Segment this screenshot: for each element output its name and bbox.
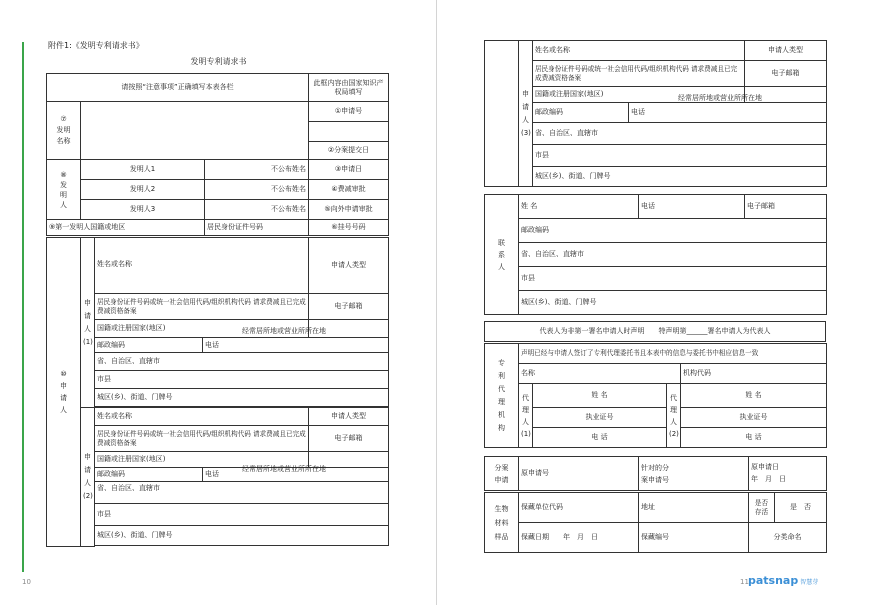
agency-table [484, 343, 827, 448]
agent1-name: 姓 名 [533, 384, 667, 408]
invention-info-table [46, 73, 389, 236]
inventor-section-label: ⑧ 发 明 人 [47, 160, 81, 220]
applicant-section-label: ⑩ 申 请 人 [47, 238, 81, 547]
a2-id: 居民身份证件号码或统一社会信用代码/组织机构代码 请求费减且已完成费减资格备案 [95, 426, 309, 452]
representative-table [484, 321, 826, 342]
bio-label: 生物 材料 样品 [485, 493, 519, 553]
a3-email: 电子邮箱 [745, 61, 827, 87]
agency-code: 机构代码 [681, 364, 827, 384]
a1-residence: 经常居所地或营业所所在地 [242, 327, 326, 335]
divisional-label: 分案 申请 [485, 457, 519, 491]
a3-name: 姓名或名称 [533, 41, 745, 61]
contact-street: 城区(乡)、街道、门牌号 [519, 291, 827, 315]
a1-province: 省、自治区、直辖市 [95, 353, 389, 371]
deposit-date-cell [519, 523, 639, 553]
inventor1-label: 发明人1 [81, 160, 205, 180]
first-inventor-id [205, 220, 309, 236]
agent1-cert: 执业证号 [533, 408, 667, 428]
inventor1-nodisclose[interactable]: 不公布姓名 [205, 160, 309, 180]
depository-code: 保藏单位代码 [519, 493, 639, 523]
brand-sub: 智慧芽 [800, 579, 819, 586]
a1-phone: 电话 [203, 338, 389, 353]
instruction-cell: 请按照“注意事项”正确填写本表各栏 [47, 74, 309, 102]
bio-table [484, 492, 827, 553]
representative-statement: 代表人为非第一署名申请人时声明 特声明第______署名申请人为代表人 [485, 322, 826, 342]
right-page [438, 0, 876, 605]
a3-street: 城区(乡)、街道、门牌号 [533, 167, 827, 187]
office-fee: ④费减审批 [309, 180, 389, 200]
invention-name-label: ⑦ 发明 名称 [47, 102, 81, 160]
a3-postal: 邮政编码 [533, 103, 629, 123]
orig-app-date: 原申请日 [751, 463, 779, 471]
agent2-phone: 电 话 [681, 428, 827, 448]
a2-phone: 电话 [203, 468, 389, 482]
a1-type: 申请人类型 [309, 238, 389, 294]
divisional-table [484, 456, 827, 491]
contact-province: 省、自治区、直辖市 [519, 243, 827, 267]
office-foreign: ⑤向外申请审批 [309, 200, 389, 220]
left-page [0, 0, 437, 605]
a1-id: 居民身份证件号码或统一社会信用代码/组织机构代码 请求费减且已完成费减资格备案 [95, 294, 309, 320]
a3-residence: 经常居所地或营业所所在地 [678, 94, 762, 102]
attachment-title: 附件1:《发明专利请求书》 [48, 41, 144, 50]
inventor2-label: 发明人2 [81, 180, 205, 200]
a2-postal: 邮政编码 [95, 468, 203, 482]
applicant3-label: 申 请 人 (3) [519, 41, 533, 187]
targeted-app-no: 针对的分 案申请号 [639, 457, 749, 491]
a3-id: 居民身份证件号码或统一社会信用代码/组织机构代码 请求费减且已完成费减资格备案 [533, 61, 745, 87]
inventor3-nodisclose[interactable]: 不公布姓名 [205, 200, 309, 220]
a3-nationality: 国籍或注册国家(地区) [533, 87, 745, 103]
address: 地址 [639, 493, 749, 523]
a3-type: 申请人类型 [745, 41, 827, 61]
a2-residence: 经常居所地或营业所所在地 [242, 465, 326, 473]
a2-province: 省、自治区、直辖市 [95, 482, 389, 504]
a1-name: 姓名或名称 [95, 238, 309, 294]
inventor3-label: 发明人3 [81, 200, 205, 220]
agent2-name: 姓 名 [681, 384, 827, 408]
agent1-label: 代 理 人 (1) [519, 384, 533, 448]
deposit-ymd: 年 月 日 [563, 533, 598, 541]
contact-table [484, 194, 827, 315]
patsnap-logo [748, 574, 818, 587]
invention-name-field[interactable] [81, 102, 309, 160]
document-title: 发明专利请求书 [190, 57, 247, 66]
contact-name: 姓 名 [519, 195, 639, 219]
applicant3-table [484, 40, 827, 187]
a3-city: 市县 [533, 145, 827, 167]
a2-nationality: 国籍或注册国家(地区) [95, 452, 309, 468]
agency-name: 名称 [519, 364, 681, 384]
a3-province: 省、自治区、直辖市 [533, 123, 827, 145]
agent2-cert: 执业证号 [681, 408, 827, 428]
reg-no-cell: ⑥挂号号码 [309, 220, 389, 236]
agent1-phone: 电 话 [533, 428, 667, 448]
contact-postal: 邮政编码 [519, 219, 827, 243]
a1-nationality: 国籍或注册国家(地区) [95, 320, 309, 338]
a1-email: 电子邮箱 [309, 294, 389, 320]
divisional-date-cell: ②分案提交日 [309, 142, 389, 160]
office-appdate: ③申请日 [309, 160, 389, 180]
inventor2-nodisclose[interactable]: 不公布姓名 [205, 180, 309, 200]
a1-city: 市县 [95, 371, 389, 389]
survival: 是否 存活 [749, 493, 775, 523]
left-page-number: 10 [22, 578, 31, 586]
office-note-cell: 此框内容由国家知识产权局填写 [309, 74, 389, 102]
applicant1-label: 申 请 人 (1) [81, 238, 95, 408]
app-no-cell: ①申请号 [309, 102, 389, 122]
a2-name: 姓名或名称 [95, 408, 309, 426]
orig-app-date-cell [749, 457, 827, 491]
right-page-number: 11 [740, 578, 749, 586]
contact-phone: 电话 [639, 195, 745, 219]
applicant2-label: 申 请 人 (2) [81, 408, 95, 547]
contact-city: 市县 [519, 267, 827, 291]
a1-postal: 邮政编码 [95, 338, 203, 353]
agency-label: 专 利 代 理 机 构 [485, 344, 519, 448]
a1-street: 城区(乡)、街道、门牌号 [95, 389, 389, 407]
a2-email: 电子邮箱 [309, 426, 389, 452]
a2-street: 城区(乡)、街道、门牌号 [95, 526, 389, 546]
classification: 分类命名 [749, 523, 827, 553]
a2-type: 申请人类型 [309, 408, 389, 426]
page-divider [436, 0, 437, 605]
agent2-label: 代 理 人 (2) [667, 384, 681, 448]
green-margin-bar [22, 42, 24, 572]
a3-phone: 电话 [629, 103, 827, 123]
contact-label: 联 系 人 [485, 195, 519, 315]
brand-name: patsnap [748, 574, 799, 587]
first-inventor-nationality [47, 220, 205, 236]
agency-statement[interactable]: 声明已经与申请人签订了专利代理委托书且本表中的信息与委托书中相应信息一致 [519, 344, 827, 364]
yes-no[interactable]: 是 否 [775, 493, 827, 523]
deposit-no: 保藏编号 [639, 523, 749, 553]
a2-city: 市县 [95, 504, 389, 526]
office-blank [309, 122, 389, 142]
contact-email: 电子邮箱 [745, 195, 827, 219]
id-no-label: 居民身份证件号码 [207, 223, 263, 231]
deposit-date: 保藏日期 [521, 533, 549, 541]
orig-app-ymd: 年 月 日 [751, 475, 786, 483]
orig-app-no: 原申请号 [519, 457, 639, 491]
applicants-table [46, 237, 389, 547]
first-inventor-nat-label: ⑨第一发明人国籍或地区 [49, 223, 126, 231]
